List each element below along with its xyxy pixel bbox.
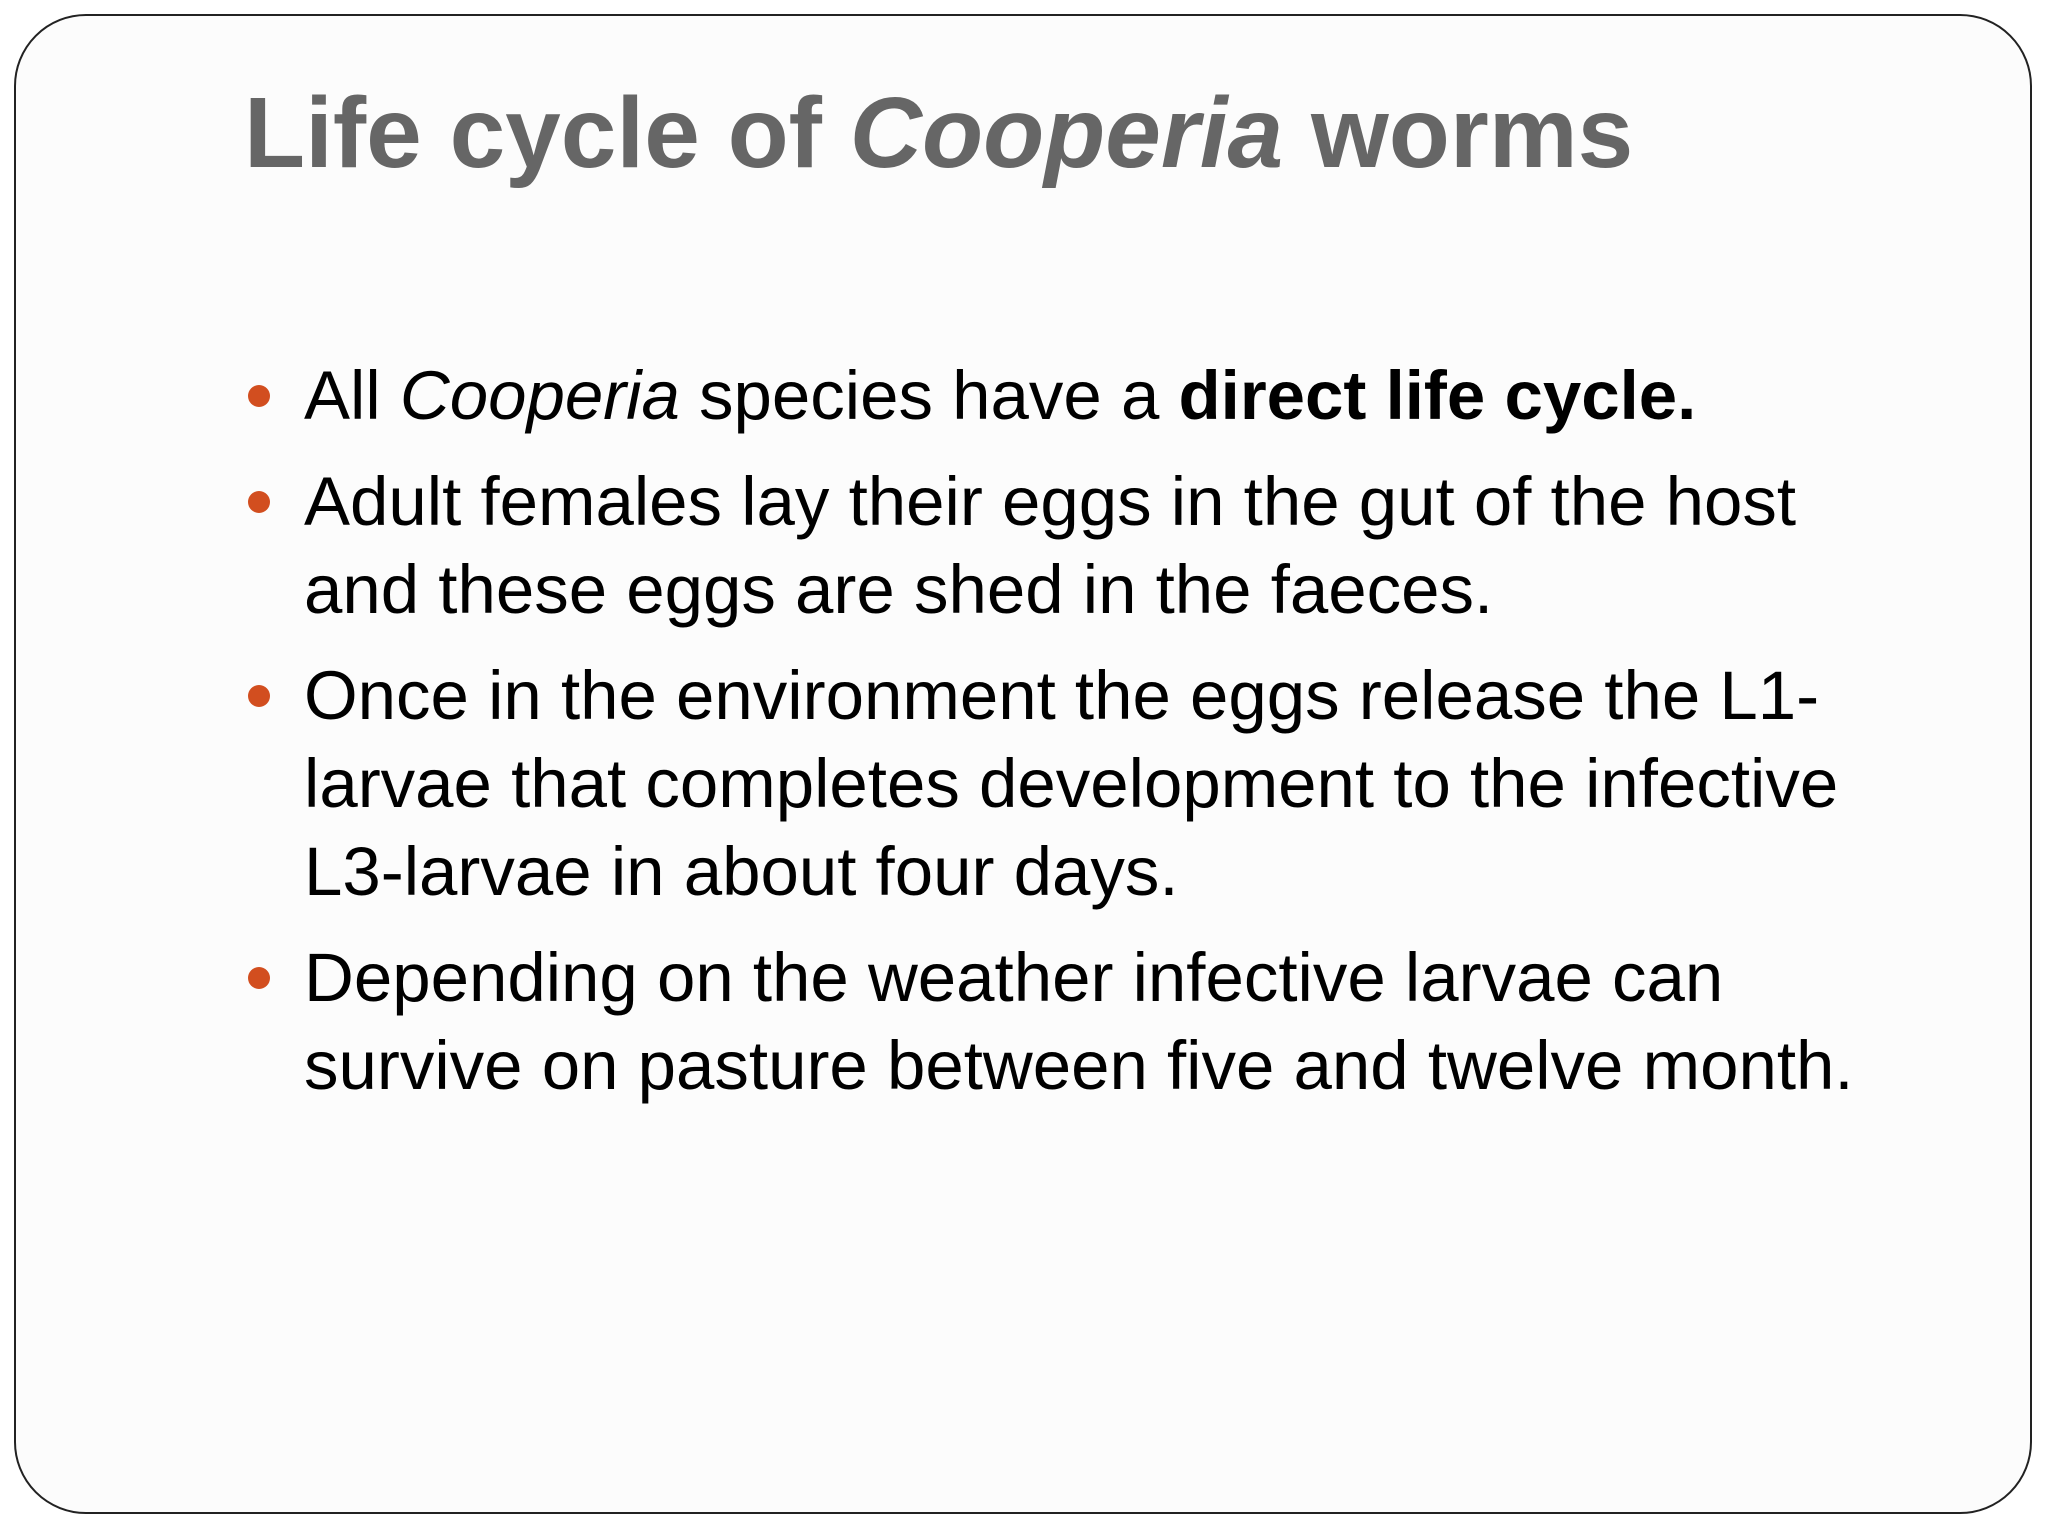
slide: [14, 14, 2032, 1514]
bullet-item: [244, 458, 1924, 634]
bullet-text-pre: All: [304, 357, 400, 434]
bullet-text: Once in the environment the eggs release the L1-larvae that completes development to the infective L3-larvae in about four days.: [304, 657, 1839, 910]
bullet-text-mid: species have a: [679, 357, 1179, 434]
bullet-dot-icon: [248, 967, 270, 989]
title-text-end: worms: [1283, 77, 1634, 189]
title-text-start: Life cycle of: [244, 77, 850, 189]
bullet-list: [244, 352, 1924, 1128]
bullet-dot-icon: [248, 491, 270, 513]
bullet-item: [244, 652, 1924, 916]
bullet-dot-icon: [248, 685, 270, 707]
bullet-genus-italic: Cooperia: [399, 357, 680, 434]
bullet-dot-icon: [248, 385, 270, 407]
bullet-text: Adult females lay their eggs in the gut of the host and these eggs are shed in the faeces.: [304, 463, 1797, 628]
bullet-item: [244, 934, 1924, 1110]
title-genus-italic: Cooperia: [849, 77, 1284, 189]
bullet-text: Depending on the weather infective larvae can survive on pasture between five and twelve month.: [304, 939, 1854, 1104]
bullet-text-bold: direct life cycle.: [1178, 357, 1697, 434]
bullet-item: [244, 352, 1924, 440]
slide-title: [244, 76, 1633, 191]
